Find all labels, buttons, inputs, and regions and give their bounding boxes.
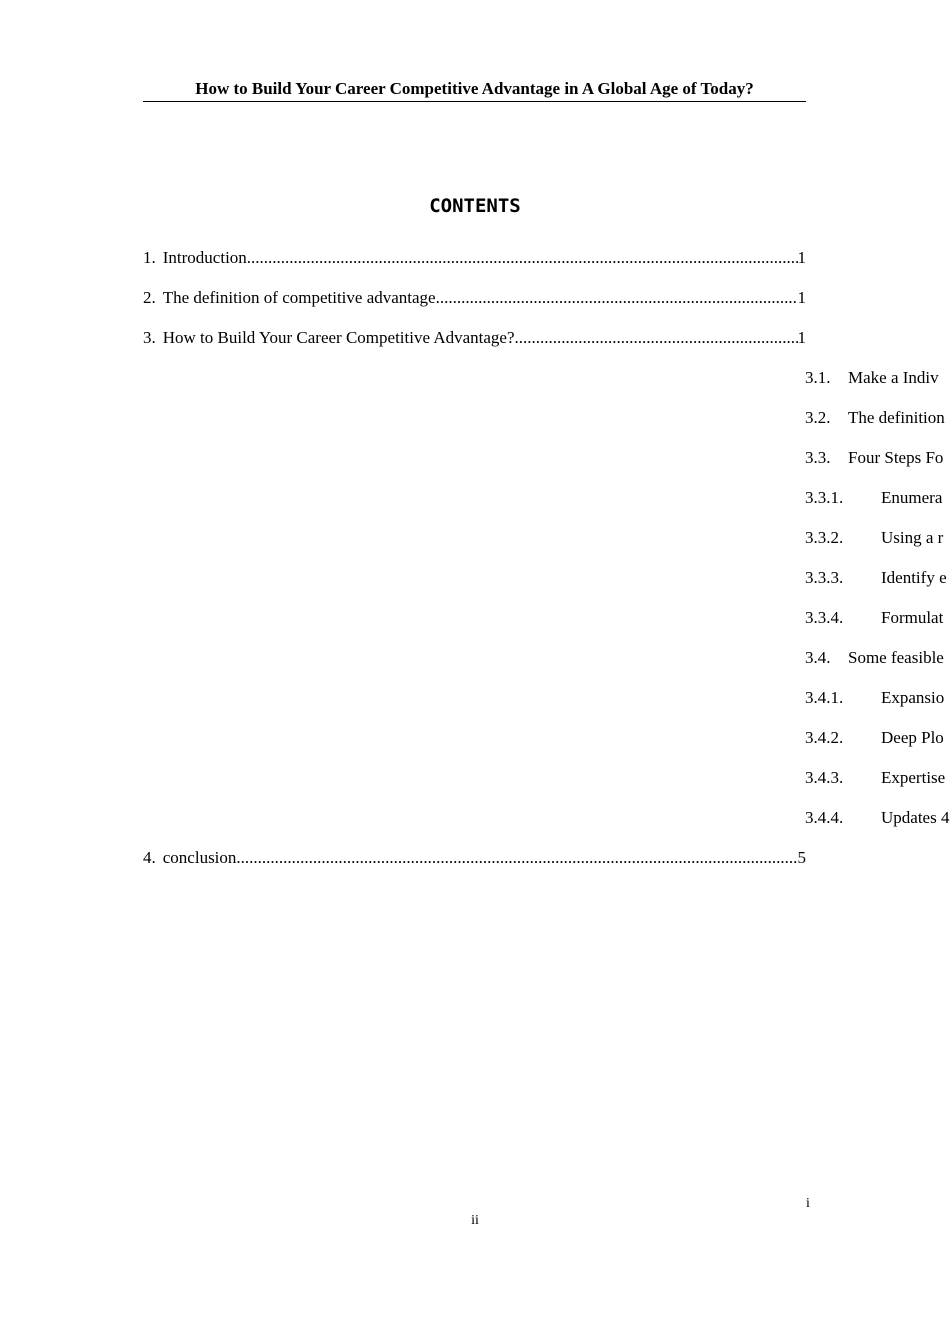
page-number-center: ii <box>471 1213 479 1228</box>
document-header-title: How to Build Your Career Competitive Advantage in A Global Age of Today? <box>195 79 754 98</box>
toc-entry-page: 1 <box>797 328 806 347</box>
toc-subentry-number: 3.4.1. <box>805 688 844 707</box>
toc-subentry-3-3[interactable] <box>805 447 950 469</box>
toc-subentry-label: Expertise <box>881 768 946 787</box>
toc-subentry-label: Expansio <box>881 688 945 707</box>
toc-entry-label: conclusion <box>162 848 237 867</box>
toc-entry-label: How to Build Your Career Competitive Advantage? <box>162 328 515 347</box>
toc-subentry-number: 3.4.3. <box>805 768 844 787</box>
toc-entry-how-to-build[interactable] <box>143 327 806 349</box>
toc-entry-number: 1. <box>143 248 156 267</box>
toc-entry-conclusion[interactable] <box>143 847 806 869</box>
toc-subentry-number: 3.3.4. <box>805 608 844 627</box>
toc-entry-number: 2. <box>143 288 156 307</box>
toc-leader-dots <box>436 287 798 309</box>
toc-subentry-3-1[interactable] <box>805 367 950 389</box>
toc-subentry-label: Formulat <box>881 608 944 627</box>
toc-subentry-label: Enumera <box>881 488 943 507</box>
header-underline <box>143 101 806 102</box>
toc-subentry-number: 3.3.2. <box>805 528 844 547</box>
toc-entry-page: 5 <box>797 848 806 867</box>
toc-subentry-number: 3.3.3. <box>805 568 844 587</box>
toc-subentry-label: Using a r <box>881 528 944 547</box>
toc-leader-dots <box>515 327 798 349</box>
toc-subentry-label: The definition <box>848 408 945 427</box>
toc-subentry-3-4[interactable] <box>805 647 950 669</box>
page-number-right: i <box>806 1196 810 1211</box>
toc-subentry-number: 3.1. <box>805 368 831 387</box>
toc-subentry-3-3-3[interactable] <box>805 567 950 589</box>
toc-entry-label: The definition of competitive advantage <box>162 288 436 307</box>
toc-subentry-number: 3.3.1. <box>805 488 844 507</box>
toc-subentry-3-3-2[interactable] <box>805 527 950 549</box>
toc-subentry-number: 3.4.4. <box>805 808 844 827</box>
toc-entry-number: 3. <box>143 328 156 347</box>
toc-leader-dots <box>236 847 797 869</box>
toc-subentry-3-4-2[interactable] <box>805 727 950 749</box>
toc-subentry-3-4-4[interactable] <box>805 807 950 829</box>
toc-subentry-3-2[interactable] <box>805 407 950 429</box>
toc-entry-page: 1 <box>797 248 806 267</box>
toc-entry-number: 4. <box>143 848 156 867</box>
toc-subentry-number: 3.4. <box>805 648 831 667</box>
toc-leader-dots <box>247 247 798 269</box>
toc-subentry-label: Updates 4 <box>881 808 950 827</box>
toc-entry-label: Introduction <box>162 248 247 267</box>
toc-subentry-3-4-3[interactable] <box>805 767 950 789</box>
toc-subentry-label: Some feasible <box>848 648 944 667</box>
toc-entry-page: 1 <box>797 288 806 307</box>
toc-subentry-label: Identify e <box>881 568 947 587</box>
toc-subentry-label: Deep Plo <box>881 728 944 747</box>
toc-entry-introduction[interactable] <box>143 247 806 269</box>
toc-subentry-number: 3.2. <box>805 408 831 427</box>
contents-heading: CONTENTS <box>429 195 521 217</box>
toc-subentry-number: 3.3. <box>805 448 831 467</box>
toc-subentry-label: Four Steps Fo <box>848 448 944 467</box>
toc-subentry-3-4-1[interactable] <box>805 687 950 709</box>
toc-subentry-3-3-1[interactable] <box>805 487 950 509</box>
toc-entry-definition[interactable] <box>143 287 806 309</box>
toc-subentry-label: Make a Indiv <box>848 368 939 387</box>
toc-subentry-number: 3.4.2. <box>805 728 844 747</box>
toc-subentry-3-3-4[interactable] <box>805 607 950 629</box>
